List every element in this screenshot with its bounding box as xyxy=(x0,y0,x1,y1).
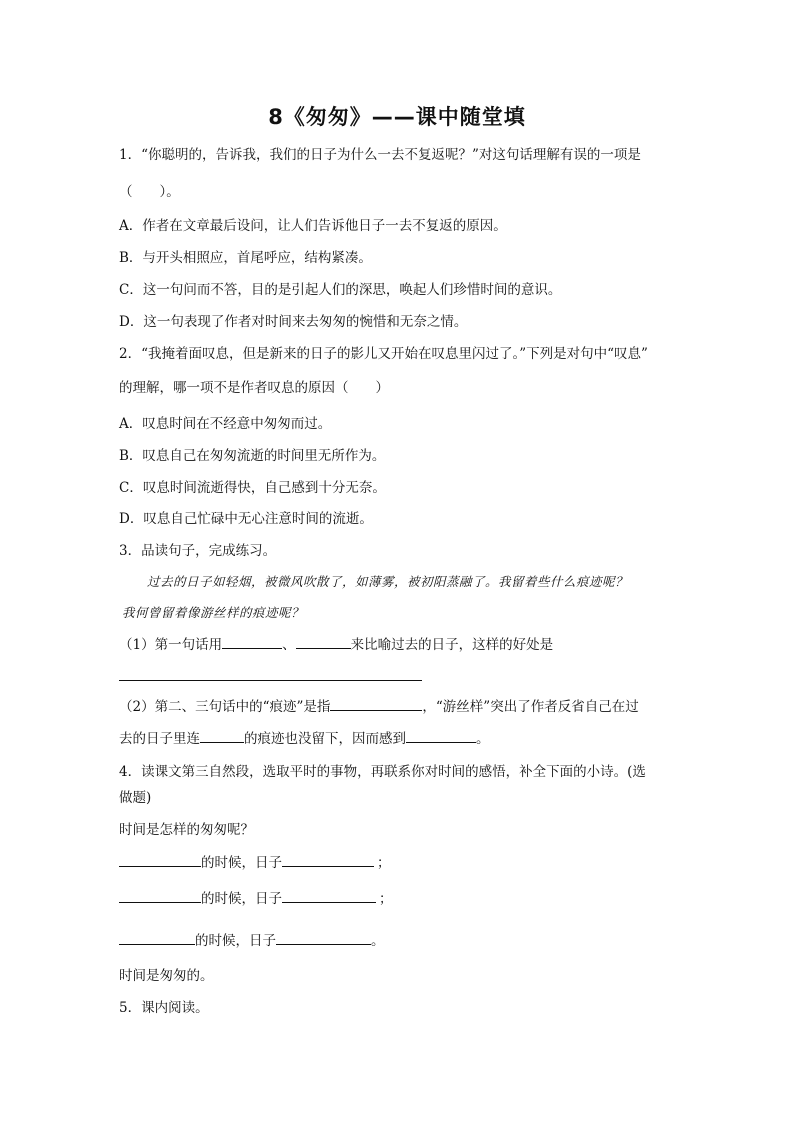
answer-blank[interactable] xyxy=(119,852,201,867)
answer-blank[interactable] xyxy=(119,930,195,945)
q4-line-text: 的时候，日子 xyxy=(195,933,276,949)
q3-sub2-text-d: 的痕迹也没留下，因而感到 xyxy=(244,731,406,747)
q4-line-text: 的时候，日子 xyxy=(201,855,282,871)
q3-sub2-text-a: （2）第二、三句话中的“痕迹”是指 xyxy=(119,699,331,715)
q1-stem: 1．“你聪明的，告诉我，我们的日子为什么一去不复返呢？”对这句话理解有误的一项是 xyxy=(119,147,641,163)
answer-blank[interactable] xyxy=(200,728,244,743)
q3-sub1-separator: 、 xyxy=(282,637,296,653)
q4-line-end: 。 xyxy=(371,933,385,949)
q4-poem-line-1 xyxy=(119,852,391,873)
q1-stem-paren: （ ）。 xyxy=(119,184,180,200)
q3-sub2 xyxy=(119,696,639,717)
q1-option-a: A．作者在文章最后设问，让人们告诉他日子一去不复返的原因。 xyxy=(119,218,507,234)
q4-poem-line-2 xyxy=(119,888,393,909)
q4-line-end: ； xyxy=(379,891,393,907)
page-title: 8《匆匆》——课中随堂填 xyxy=(268,105,526,129)
q3-excerpt-line-1: 过去的日子如轻烟，被微风吹散了，如薄雾，被初阳蒸融了。我留着些什么痕迹呢？ xyxy=(147,574,629,589)
q2-option-b: B．叹息自己在匆匆流逝的时间里无所作为。 xyxy=(119,448,386,464)
answer-blank[interactable] xyxy=(406,728,476,743)
answer-blank[interactable] xyxy=(119,888,201,903)
answer-line[interactable] xyxy=(119,680,422,681)
q2-stem: 2．“我掩着面叹息，但是新来的日子的影儿又开始在叹息里闪过了。”下列是对句中“叹息” xyxy=(119,346,648,362)
q3-sub2-cont xyxy=(119,728,490,749)
q2-option-a: A．叹息时间在不经意中匆匆而过。 xyxy=(119,416,332,432)
q4-stem: 4．读课文第三自然段，选取平时的事物，再联系你对时间的感悟，补全下面的小诗。(选 xyxy=(119,764,646,780)
q4-poem-end: 时间是匆匆的。 xyxy=(119,968,214,984)
answer-blank[interactable] xyxy=(296,634,351,649)
q4-poem-start: 时间是怎样的匆匆呢？ xyxy=(119,822,254,838)
q4-poem-line-3 xyxy=(119,930,385,951)
answer-blank[interactable] xyxy=(222,634,282,649)
q3-sub1-text-b: 来比喻过去的日子，这样的好处是 xyxy=(350,637,554,653)
q1-option-d: D．这一句表现了作者对时间来去匆匆的惋惜和无奈之情。 xyxy=(119,314,468,330)
q2-stem-cont: 的理解，哪一项不是作者叹息的原因（ ） xyxy=(119,380,389,396)
q3-stem: 3．品读句子，完成练习。 xyxy=(119,543,277,559)
q4-line-text: 的时候，日子 xyxy=(201,891,282,907)
q5-stem: 5．课内阅读。 xyxy=(119,1000,209,1016)
answer-blank[interactable] xyxy=(282,852,374,867)
answer-blank[interactable] xyxy=(282,888,376,903)
q3-sub2-text-e: 。 xyxy=(476,731,490,747)
answer-blank[interactable] xyxy=(276,930,371,945)
q3-sub2-text-b: ，“游丝样”突出了作者反省自己在过 xyxy=(422,699,639,715)
q2-option-d: D．叹息自己忙碌中无心注意时间的流逝。 xyxy=(119,511,373,527)
q3-sub1 xyxy=(119,634,553,655)
q2-option-c: C．叹息时间流逝得快，自己感到十分无奈。 xyxy=(119,480,386,496)
q3-sub1-text-a: （1）第一句话用 xyxy=(119,637,223,653)
q3-sub2-text-c: 去的日子里连 xyxy=(119,731,200,747)
q4-line-end: ； xyxy=(377,855,391,871)
answer-blank[interactable] xyxy=(330,696,422,711)
q4-stem-cont: 做题) xyxy=(119,790,152,806)
q1-option-b: B．与开头相照应，首尾呼应，结构紧凑。 xyxy=(119,250,372,266)
q1-option-c: C．这一句问而不答，目的是引起人们的深思，唤起人们珍惜时间的意识。 xyxy=(119,282,562,298)
q3-excerpt-line-2: 我何曾留着像游丝样的痕迹呢？ xyxy=(122,605,305,620)
